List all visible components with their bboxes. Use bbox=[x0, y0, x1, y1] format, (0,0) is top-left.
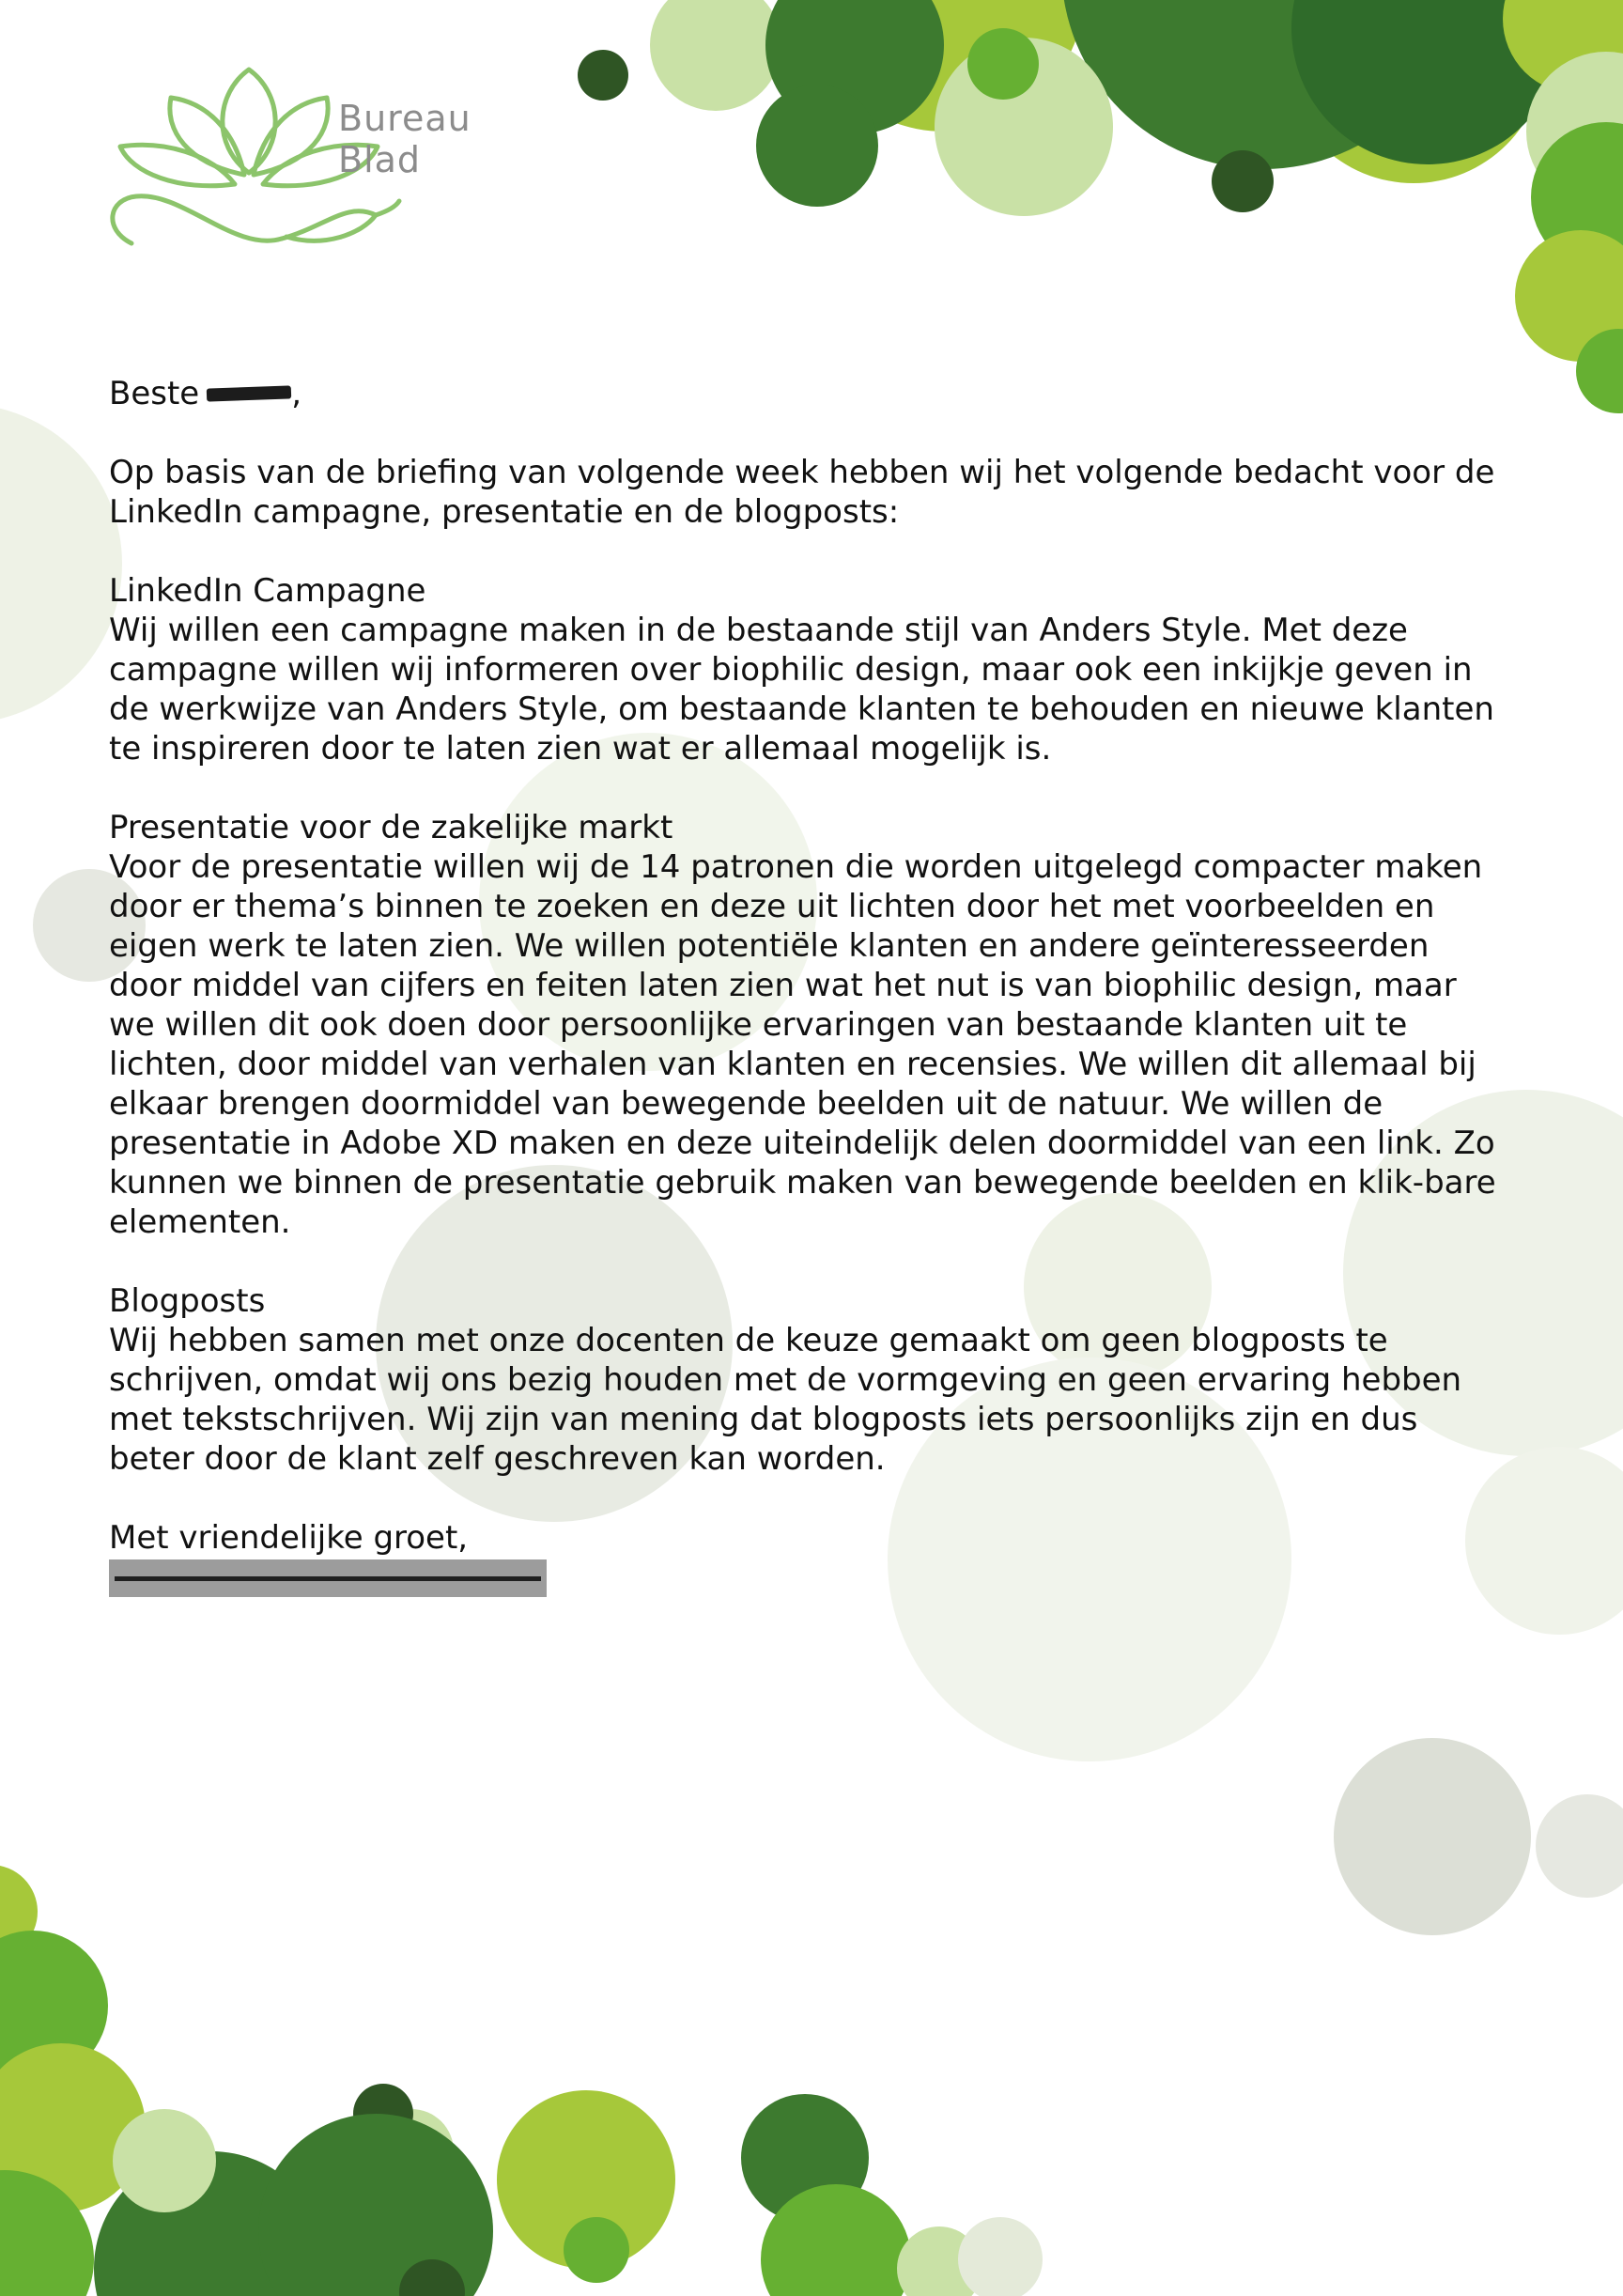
logo-initial: B bbox=[338, 139, 364, 180]
section-heading-presentatie: Presentatie voor de zakelijke markt bbox=[109, 809, 673, 846]
greeting-suffix: , bbox=[291, 375, 302, 412]
bubble bbox=[958, 2217, 1043, 2296]
bubble bbox=[578, 50, 628, 101]
logo-word-rest: lad bbox=[363, 139, 422, 180]
bubble bbox=[756, 85, 878, 207]
section-body-linkedin: Wij willen een campagne maken in de bestaande stijl van Anders Style. Met deze campagne willen wij informeren over biophilic design, maar ook een inkijkje geven in de werkwijze van Anders Style, om bestaande klanten te behouden en nieuwe klanten te inspireren door te laten zien wat er allemaal mogelijk is. bbox=[109, 612, 1494, 768]
logo-word-line1 bbox=[338, 98, 471, 139]
closing: Met vriendelijke groet, bbox=[109, 1519, 469, 1557]
logo-initial: B bbox=[338, 98, 364, 139]
redacted-name bbox=[207, 385, 291, 401]
company-logo bbox=[94, 60, 526, 267]
logo-word-rest: ureau bbox=[363, 98, 471, 139]
intro-paragraph: Op basis van de briefing van volgende week hebben wij het volgende bedacht voor de LinkedIn campagne, presentatie en de blogposts: bbox=[109, 454, 1495, 531]
bubble bbox=[564, 2217, 629, 2283]
redacted-signature bbox=[109, 1559, 547, 1597]
logo-wordmark bbox=[338, 98, 471, 180]
bubble bbox=[1212, 150, 1274, 212]
bg-bubble bbox=[0, 404, 122, 723]
bg-bubble bbox=[1334, 1738, 1531, 1935]
bubble bbox=[967, 28, 1039, 100]
bubble bbox=[258, 2114, 493, 2296]
letter-body bbox=[109, 374, 1508, 1606]
bubble bbox=[650, 0, 781, 111]
greeting bbox=[109, 374, 1508, 413]
section-body-presentatie: Voor de presentatie willen wij de 14 patronen die worden uitgelegd compacter maken door er thema’s binnen te zoeken en deze uit lichten door het met voorbeelden en eigen werk te laten zien. We willen potentiële klanten en andere geïnteresseerden door middel van cijfers en feiten laten zien wat het nut is van biophilic design, maar we willen dit ook doen door persoonlijke ervaringen van bestaande klanten uit te lichten, door middel van verhalen van klanten en recensies. We willen dit allemaal bij elkaar brengen doormiddel van bewegende beelden uit de natuur. We willen de presentatie in Adobe XD maken en deze uiteindelijk delen doormiddel van een link. Zo kunnen we binnen de presentatie gebruik maken van bewegende beelden en klik-bare elementen. bbox=[109, 848, 1496, 1241]
section-heading-linkedin: LinkedIn Campagne bbox=[109, 572, 426, 610]
bg-bubble bbox=[1536, 1794, 1623, 1898]
logo-word-line2 bbox=[338, 139, 471, 180]
section-heading-blogposts: Blogposts bbox=[109, 1282, 266, 1320]
section-body-blogposts: Wij hebben samen met onze docenten de keuze gemaakt om geen blogposts te schrijven, omdat wij ons bezig houden met de vormgeving en geen ervaring hebben met tekstschrijven. Wij zijn van mening dat blogposts iets persoonlijks zijn en dus beter door de klant zelf geschreven kan worden. bbox=[109, 1322, 1462, 1478]
bubble bbox=[113, 2109, 216, 2212]
greeting-text: Beste bbox=[109, 375, 200, 412]
